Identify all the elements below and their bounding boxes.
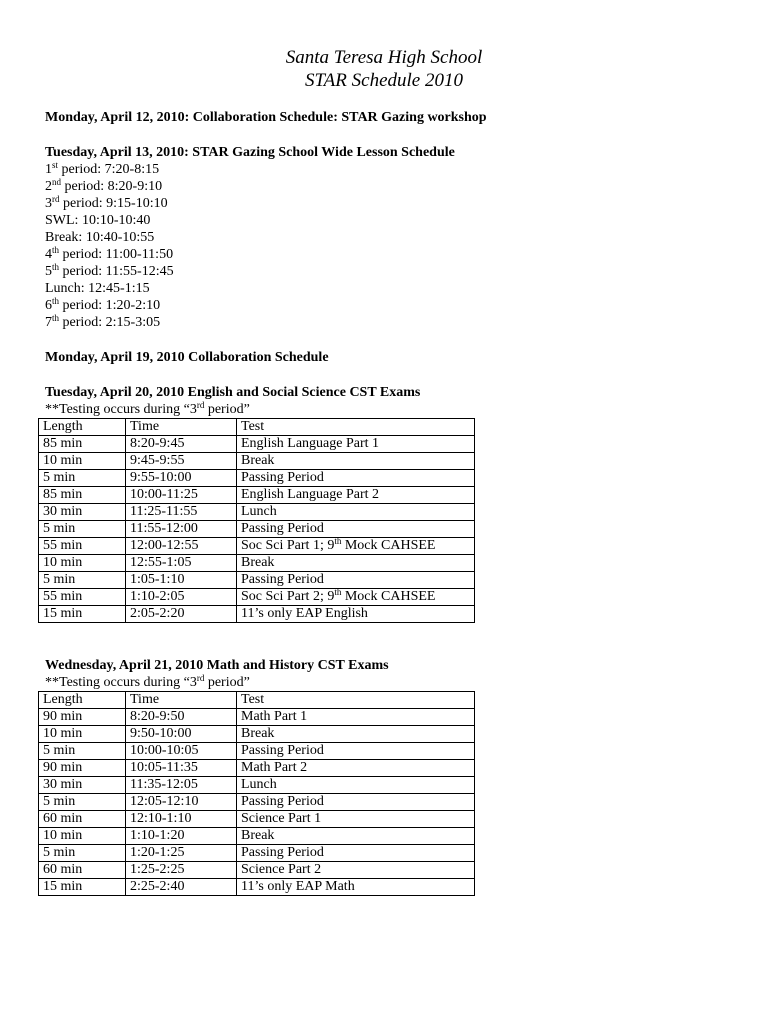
length-cell: 85 min <box>39 436 126 453</box>
length-cell: 15 min <box>39 879 126 896</box>
test-name: Soc Sci Part 2; 9 <box>241 589 335 604</box>
time-cell: 2:05-2:20 <box>126 606 237 623</box>
test-name: Passing Period <box>241 470 324 485</box>
time-cell: 1:05-1:10 <box>126 572 237 589</box>
length-cell: 60 min <box>39 811 126 828</box>
test-ordinal: th <box>334 536 342 546</box>
column-header: Length <box>39 419 126 436</box>
test-name: 11’s only EAP English <box>241 606 368 621</box>
period-number: SWL: 10:10-10:40 <box>45 213 151 228</box>
test-cell <box>237 453 475 470</box>
period-ordinal: th <box>52 313 60 323</box>
time-cell: 11:55-12:00 <box>126 521 237 538</box>
test-name: Break <box>241 726 275 741</box>
time-cell: 12:55-1:05 <box>126 555 237 572</box>
table-header-row <box>39 692 475 709</box>
length-cell: 15 min <box>39 606 126 623</box>
period-number: Lunch: 12:45-1:15 <box>45 281 150 296</box>
table-row <box>39 726 475 743</box>
test-name: Math Part 2 <box>241 760 308 775</box>
test-name: Science Part 1 <box>241 811 322 826</box>
period-ordinal: nd <box>52 177 61 187</box>
period-line <box>45 161 735 178</box>
period-time: period: 7:20-8:15 <box>58 162 160 177</box>
period-line <box>45 178 735 195</box>
period-number: 3 <box>45 196 52 211</box>
period-ordinal: th <box>52 245 60 255</box>
period-time: period: 1:20-2:10 <box>59 298 161 313</box>
time-cell: 12:10-1:10 <box>126 811 237 828</box>
table-row <box>39 436 475 453</box>
test-name: Passing Period <box>241 794 324 809</box>
test-name: Lunch <box>241 504 277 519</box>
period-line <box>45 212 735 229</box>
period-time: period: 11:00-11:50 <box>59 247 174 262</box>
table-row <box>39 606 475 623</box>
test-cell <box>237 743 475 760</box>
test-cell <box>237 487 475 504</box>
test-name: Passing Period <box>241 521 324 536</box>
table-row <box>39 487 475 504</box>
test-cell <box>237 879 475 896</box>
wednesday-exam-table <box>38 691 475 896</box>
school-title: Santa Teresa High School <box>285 47 483 68</box>
test-name: English Language Part 1 <box>241 436 380 451</box>
test-cell <box>237 436 475 453</box>
period-line <box>45 229 735 246</box>
length-cell: 10 min <box>39 555 126 572</box>
time-cell: 1:10-1:20 <box>126 828 237 845</box>
test-name: Passing Period <box>241 845 324 860</box>
test-name: Soc Sci Part 1; 9 <box>241 538 335 553</box>
test-name: English Language Part 2 <box>241 487 380 502</box>
table-row <box>39 828 475 845</box>
time-cell: 10:00-10:05 <box>126 743 237 760</box>
time-cell: 9:50-10:00 <box>126 726 237 743</box>
period-line <box>45 246 735 263</box>
period-ordinal: th <box>52 262 60 272</box>
time-cell: 10:00-11:25 <box>126 487 237 504</box>
time-cell: 1:25-2:25 <box>126 862 237 879</box>
time-cell: 11:35-12:05 <box>126 777 237 794</box>
test-cell <box>237 845 475 862</box>
table-row <box>39 504 475 521</box>
period-line <box>45 195 735 212</box>
length-cell: 5 min <box>39 470 126 487</box>
length-cell: 85 min <box>39 487 126 504</box>
period-time: period: 9:15-10:10 <box>59 196 168 211</box>
length-cell: 30 min <box>39 504 126 521</box>
length-cell: 5 min <box>39 845 126 862</box>
test-cell <box>237 538 475 555</box>
test-cell <box>237 555 475 572</box>
test-name: Passing Period <box>241 572 324 587</box>
period-ordinal: st <box>52 160 59 170</box>
period-number: 7 <box>45 315 52 330</box>
length-cell: 55 min <box>39 538 126 555</box>
test-cell <box>237 470 475 487</box>
table-header-row <box>39 419 475 436</box>
column-header: Time <box>126 419 237 436</box>
column-header: Length <box>39 692 126 709</box>
tuesday-testing-note: **Testing occurs during “3rd period” <box>45 400 250 417</box>
period-time: period: 11:55-12:45 <box>59 264 174 279</box>
time-cell: 2:25-2:40 <box>126 879 237 896</box>
schedule-title: STAR Schedule 2010 <box>305 70 463 91</box>
period-time: period: 2:15-3:05 <box>59 315 161 330</box>
table-row <box>39 589 475 606</box>
table-row <box>39 470 475 487</box>
test-cell <box>237 521 475 538</box>
test-name: Science Part 2 <box>241 862 322 877</box>
table-row <box>39 743 475 760</box>
period-line <box>45 263 735 280</box>
length-cell: 60 min <box>39 862 126 879</box>
column-header: Test <box>237 692 475 709</box>
test-name: Break <box>241 828 275 843</box>
monday-apr12-heading: Monday, April 12, 2010: Collaboration Schedule: STAR Gazing workshop <box>45 110 487 125</box>
table-row <box>39 709 475 726</box>
monday-apr19-heading: Monday, April 19, 2010 Collaboration Schedule <box>45 350 329 365</box>
test-cell <box>237 811 475 828</box>
length-cell: 5 min <box>39 794 126 811</box>
tuesday-exam-table <box>38 418 475 623</box>
time-cell: 1:20-1:25 <box>126 845 237 862</box>
time-cell: 1:10-2:05 <box>126 589 237 606</box>
length-cell: 5 min <box>39 572 126 589</box>
document-body <box>45 109 735 896</box>
period-number: Break: 10:40-10:55 <box>45 230 155 245</box>
test-cell <box>237 828 475 845</box>
time-cell: 8:20-9:50 <box>126 709 237 726</box>
tuesday-apr20-heading: Tuesday, April 20, 2010 English and Social Science CST Exams <box>45 385 421 400</box>
test-cell <box>237 709 475 726</box>
period-number: 4 <box>45 247 52 262</box>
length-cell: 10 min <box>39 453 126 470</box>
period-line <box>45 297 735 314</box>
length-cell: 10 min <box>39 726 126 743</box>
test-name: 11’s only EAP Math <box>241 879 355 894</box>
test-cell <box>237 794 475 811</box>
length-cell: 5 min <box>39 743 126 760</box>
length-cell: 90 min <box>39 760 126 777</box>
test-cell <box>237 862 475 879</box>
table-row <box>39 760 475 777</box>
test-cell <box>237 760 475 777</box>
test-ordinal: th <box>334 587 342 597</box>
time-cell: 12:00-12:55 <box>126 538 237 555</box>
tuesday-apr13-heading: Tuesday, April 13, 2010: STAR Gazing School Wide Lesson Schedule <box>45 145 455 160</box>
time-cell: 9:55-10:00 <box>126 470 237 487</box>
column-header: Test <box>237 419 475 436</box>
period-number: 6 <box>45 298 52 313</box>
column-header: Time <box>126 692 237 709</box>
table-row <box>39 572 475 589</box>
test-cell <box>237 726 475 743</box>
time-cell: 9:45-9:55 <box>126 453 237 470</box>
time-cell: 8:20-9:45 <box>126 436 237 453</box>
period-number: 1 <box>45 162 52 177</box>
length-cell: 55 min <box>39 589 126 606</box>
test-name: Break <box>241 453 275 468</box>
period-number: 5 <box>45 264 52 279</box>
length-cell: 5 min <box>39 521 126 538</box>
table-row <box>39 453 475 470</box>
table-row <box>39 811 475 828</box>
period-line <box>45 314 735 331</box>
test-cell <box>237 589 475 606</box>
period-ordinal: rd <box>52 194 60 204</box>
length-cell: 30 min <box>39 777 126 794</box>
wednesday-testing-note: **Testing occurs during “3rd period” <box>45 673 250 690</box>
test-suffix: Mock CAHSEE <box>341 589 436 604</box>
test-cell <box>237 606 475 623</box>
test-suffix: Mock CAHSEE <box>341 538 436 553</box>
title-block <box>0 46 768 92</box>
table-row <box>39 879 475 896</box>
test-cell <box>237 504 475 521</box>
time-cell: 12:05-12:10 <box>126 794 237 811</box>
table-row <box>39 845 475 862</box>
test-cell <box>237 777 475 794</box>
length-cell: 10 min <box>39 828 126 845</box>
length-cell: 90 min <box>39 709 126 726</box>
period-list <box>45 161 735 331</box>
time-cell: 11:25-11:55 <box>126 504 237 521</box>
wednesday-apr21-heading: Wednesday, April 21, 2010 Math and History CST Exams <box>45 658 389 673</box>
test-name: Lunch <box>241 777 277 792</box>
period-number: 2 <box>45 179 52 194</box>
period-time: period: 8:20-9:10 <box>61 179 163 194</box>
period-ordinal: th <box>52 296 60 306</box>
test-name: Math Part 1 <box>241 709 308 724</box>
table-row <box>39 538 475 555</box>
table-row <box>39 794 475 811</box>
table-row <box>39 777 475 794</box>
period-line <box>45 280 735 297</box>
time-cell: 10:05-11:35 <box>126 760 237 777</box>
table-row <box>39 862 475 879</box>
test-name: Passing Period <box>241 743 324 758</box>
table-row <box>39 521 475 538</box>
test-cell <box>237 572 475 589</box>
table-row <box>39 555 475 572</box>
test-name: Break <box>241 555 275 570</box>
